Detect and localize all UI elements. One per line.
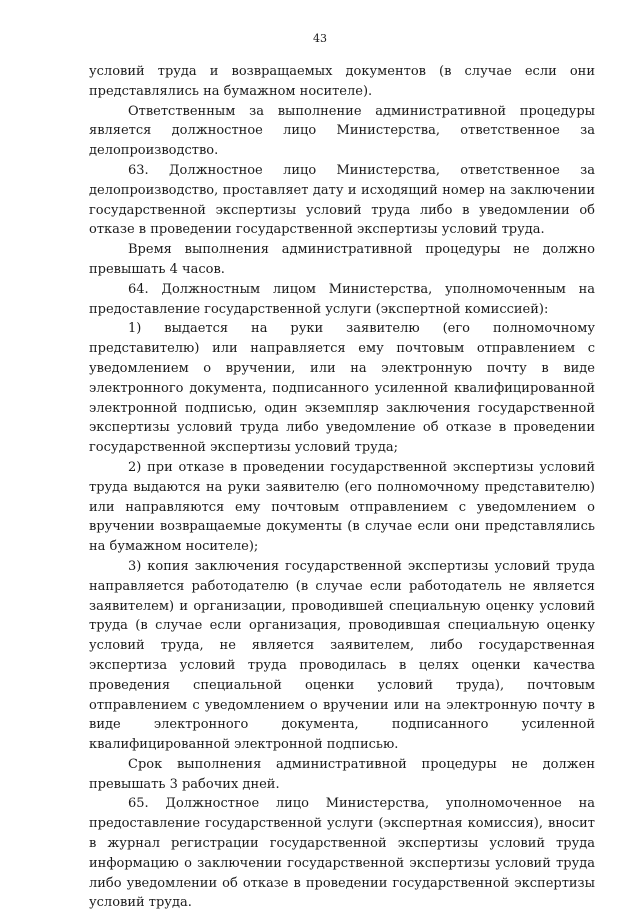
paragraph: Время выполнения административной процедуры не должно превышать 4 часов. bbox=[89, 242, 595, 277]
list-item-3: 3) копия заключения государственной экспертизы условий труда направляется работодателю (в случае если работодатель не является заявителем) и организации, проводившей специальную оценку условий труда (в случае если организация, проводившая специальную оценку условий труда, не является заявителем, либо государственная экспертиза условий труда проводилась в целях оценки качества проведения специальной оценки условий труда), почтовым отправлением с уведомлением о вручении или на электронную почту в виде электронного документа, подписанного усиленной квалифицированной электронной подписью. bbox=[89, 558, 595, 753]
paragraph: Ответственным за выполнение административной процедуры является должностное лицо Министерства, ответственное за делопроизводство. bbox=[89, 103, 595, 159]
paragraph: Срок выполнения административной процедуры не должен превышать 3 рабочих дней. bbox=[89, 756, 595, 792]
paragraph: 64. Должностным лицом Министерства, уполномоченным на предоставление государственной услуги (экспертной комиссией): bbox=[89, 281, 595, 317]
paragraph: условий труда и возвращаемых документов (в случае если они представлялись на бумажном носителе). bbox=[89, 64, 595, 99]
list-item-1: 1) выдается на руки заявителю (его полномочному представителю) или направляется ему почтовым отправлением с уведомлением о вручении, или на электронную почту в виде электронного документа, подписанного усиленной квалифицированной электронной подписью, один экземпляр заключения государственной экспертизы условий труда либо уведомление об отказе в проведении государственной экспертизы условий труда; bbox=[89, 321, 595, 456]
paragraph: 63. Должностное лицо Министерства, ответственное за делопроизводство, проставляет дату и исходящий номер на заключении государственной экспертизы условий труда либо в уведомлении об отказе в проведении государственной экспертизы условий труда. bbox=[89, 162, 595, 238]
page-number: 43 bbox=[313, 32, 327, 45]
paragraph: 65. Должностное лицо Министерства, уполномоченное на предоставление государственной услуги (экспертная комиссия), вносит в журнал регистрации государственной экспертизы условий труда информацию о заключении государственной экспертизы условий труда либо уведомлении об отказе в проведении государственной экспертизы условий труда. bbox=[89, 796, 595, 911]
list-item-2: 2) при отказе в проведении государственной экспертизы условий труда выдаются на руки заявителю (его полномочному представителю) или направляются ему почтовым отправлением с уведомлением о вручении возвращаемые документы (в случае если они представлялись на бумажном носителе); bbox=[89, 459, 595, 555]
body-text bbox=[89, 62, 595, 913]
